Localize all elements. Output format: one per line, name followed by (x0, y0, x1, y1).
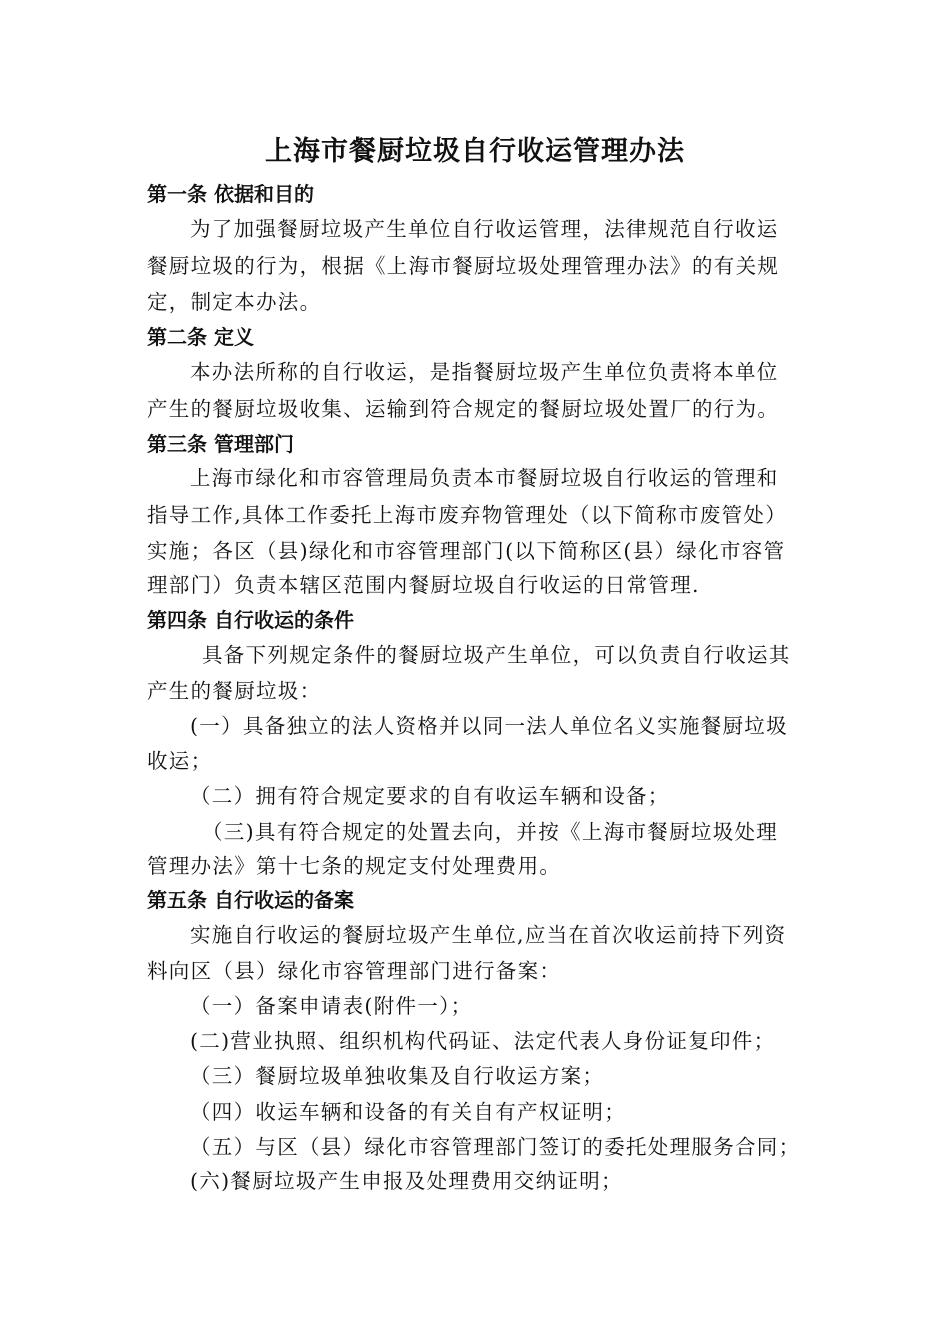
article-4-item-3-cont: 管理办法》第十七条的规定支付处理费用。 (147, 854, 562, 878)
article-4-item-1: (一）具备独立的法人资格并以同一法人单位名义实施餐厨垃圾 (190, 714, 788, 738)
article-4-line-1: 具备下列规定条件的餐厨垃圾产生单位，可以负责自行收运其 (202, 643, 791, 667)
article-5-line-1: 实施自行收运的餐厨垃圾产生单位,应当在首次收运前持下列资 (190, 923, 787, 947)
article-5-heading: 第五条 自行收运的备案 (147, 888, 354, 912)
article-5-item-3: （三）餐厨垃圾单独收集及自行收运方案； (190, 1064, 605, 1088)
article-3-heading: 第三条 管理部门 (147, 432, 294, 456)
article-4-item-3: （三)具有符合规定的处置去向，并按《上海市餐厨垃圾处理 (202, 820, 779, 844)
article-1-heading: 第一条 依据和目的 (147, 182, 314, 206)
article-5-item-6: (六)餐厨垃圾产生申报及处理费用交纳证明； (190, 1169, 623, 1193)
article-4-item-1-cont: 收运； (147, 749, 213, 773)
article-4-item-2: （二）拥有符合规定要求的自有收运车辆和设备； (190, 784, 670, 808)
article-2-heading: 第二条 定义 (147, 325, 254, 349)
article-1-line-3: 定，制定本办法。 (147, 290, 322, 314)
article-5-line-2: 料向区（县）绿化市容管理部门进行备案： (147, 959, 562, 983)
article-1-line-2: 餐厨垃圾的行为，根据《上海市餐厨垃圾处理管理办法》的有关规 (147, 254, 780, 278)
article-5-item-5: （五）与区（县）绿化市容管理部门签订的委托处理服务合同； (190, 1135, 801, 1159)
article-4-heading: 第四条 自行收运的条件 (147, 608, 354, 632)
article-3-line-1: 上海市绿化和市容管理局负责本市餐厨垃圾自行收运的管理和 (190, 466, 779, 490)
article-3-line-4: 理部门）负责本辖区范围内餐厨垃圾自行收运的日常管理. (147, 573, 700, 597)
article-3-line-3: 实施；各区（县)绿化和市容管理部门(以下简称区(县）绿化市容管 (147, 539, 786, 563)
article-5-item-2: (二)营业执照、组织机构代码证、法定代表人身份证复印件； (190, 1029, 776, 1053)
document-title: 上海市餐厨垃圾自行收运管理办法 (265, 136, 685, 167)
article-5-item-1: （一）备案申请表(附件一）； (190, 994, 473, 1018)
article-2-line-2: 产生的餐厨垃圾收集、运输到符合规定的餐厨垃圾处置厂的行为。 (147, 397, 780, 421)
article-1-line-1: 为了加强餐厨垃圾产生单位自行收运管理，法律规范自行收运 (190, 217, 779, 241)
article-3-line-2: 指导工作,具体工作委托上海市废弃物管理处（以下简称市废管处） (147, 503, 788, 527)
article-4-line-2: 产生的餐厨垃圾： (147, 679, 322, 703)
article-2-line-1: 本办法所称的自行收运，是指餐厨垃圾产生单位负责将本单位 (190, 360, 779, 384)
article-5-item-4: （四）收运车辆和设备的有关自有产权证明； (190, 1100, 626, 1124)
